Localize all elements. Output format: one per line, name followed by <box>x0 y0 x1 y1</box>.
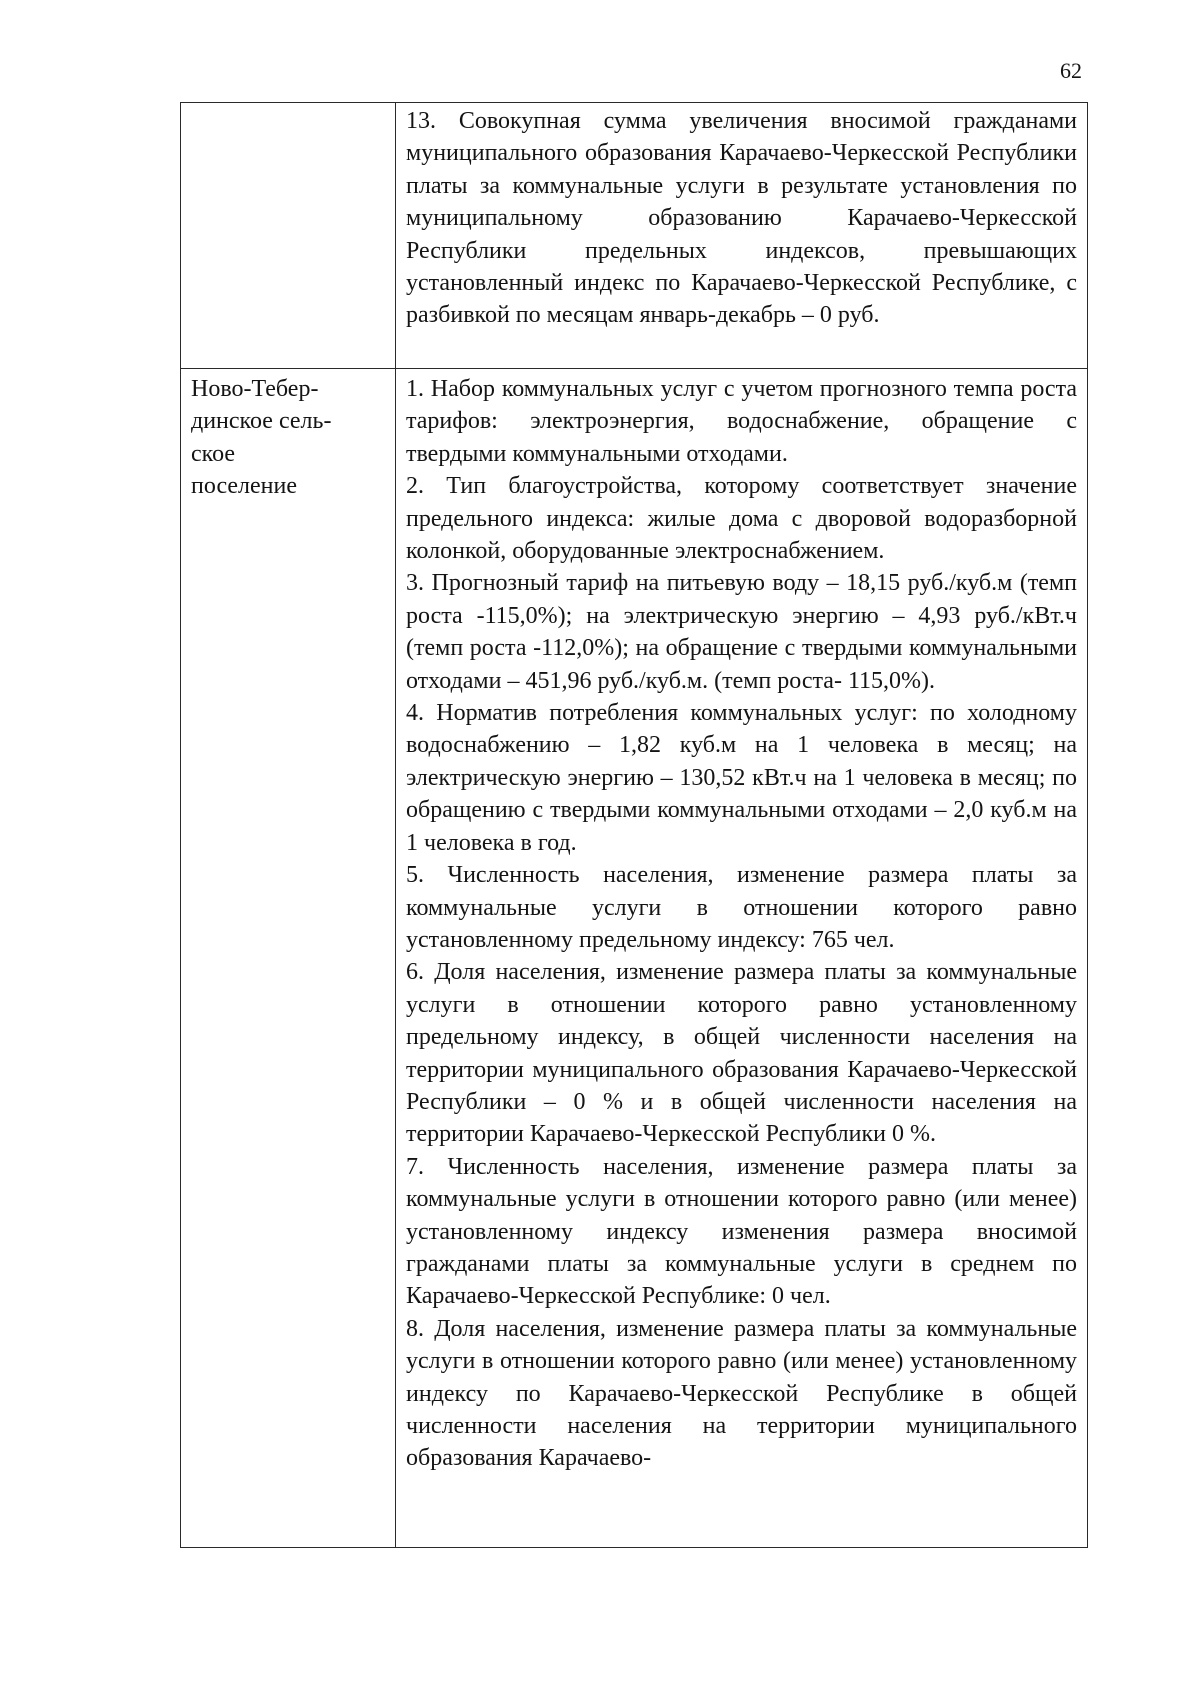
indicator-item-6: 6. Доля населения, изменение размера платы за коммунальные услуги в отношении которого равно установленному предельному индексу, в общей численности населения на территории муниципального образования Карачаево-Черкесской Республики – 0 % и в общей численности населения на территории Карачаево-Черкесской Республики 0 %. <box>406 959 1077 1148</box>
page-number: 62 <box>1060 58 1082 83</box>
table-row <box>181 369 1088 1548</box>
municipality-name-line: динское сель- <box>191 408 332 435</box>
municipality-name-line: поселение <box>191 473 298 500</box>
municipality-cell <box>181 369 396 1548</box>
indicator-item-1: 1. Набор коммунальных услуг с учетом прогнозного темпа роста тарифов: электроэнергия, водоснабжение, обращение с твердыми коммунальными отходами. <box>406 376 1077 467</box>
table-row <box>181 103 1088 369</box>
indicator-item-7: 7. Численность населения, изменение размера платы за коммунальные услуги в отношении которого равно (или менее) установленному индексу изменения размера вносимой гражданами платы за коммунальные услуги в среднем по Карачаево-Черкесской Республике: 0 чел. <box>406 1153 1077 1310</box>
municipality-cell-empty <box>181 103 396 369</box>
municipality-name-line: Ново-Тебер- <box>191 376 319 402</box>
indicator-item-3: 3. Прогнозный тариф на питьевую воду – 18,15 руб./куб.м (темп роста -115,0%); на электрическую энергию – 4,93 руб./кВт.ч (темп роста -112,0%); на обращение с твердыми коммунальными отходами – 451,96 руб./куб.м. (темп роста- 115,0%). <box>406 570 1077 694</box>
municipality-name-line: ское <box>191 440 236 467</box>
indicators-cell <box>396 369 1088 1548</box>
indicator-item-2: 2. Тип благоустройства, которому соответствует значение предельного индекса: жилые дома с дворовой водоразборной колонкой, оборудованные электроснабжением. <box>406 473 1077 565</box>
indicators-cell <box>396 103 1088 369</box>
indicator-item-13: 13. Совокупная сумма увеличения вносимой гражданами муниципального образования Карачаево-Черкесской Республики платы за коммунальные услуги в результате установления по муниципальному образованию Карачаево-Черкесской Республики предельных индексов, превышающих установленный индекс по Карачаево-Черкесской Республике, с разбивкой по месяцам январь-декабрь – 0 руб. <box>406 108 1077 329</box>
document-table <box>180 102 1088 1548</box>
indicator-item-4: 4. Норматив потребления коммунальных услуг: по холодному водоснабжению – 1,82 куб.м на 1 человека в месяц; на электрическую энергию – 130,52 кВт.ч на 1 человека в месяц; по обращению с твердыми коммунальными отходами – 2,0 куб.м на 1 человека в год. <box>406 700 1077 856</box>
indicator-item-5: 5. Численность населения, изменение размера платы за коммунальные услуги в отношении которого равно установленному предельному индексу: 765 чел. <box>406 862 1077 953</box>
indicator-item-8: 8. Доля населения, изменение размера платы за коммунальные услуги в отношении которого равно (или менее) установленному индексу по Карачаево-Черкесской Республике в общей численности населения на территории муниципального образования Карачаево- <box>406 1315 1077 1472</box>
municipality-name <box>191 369 385 503</box>
